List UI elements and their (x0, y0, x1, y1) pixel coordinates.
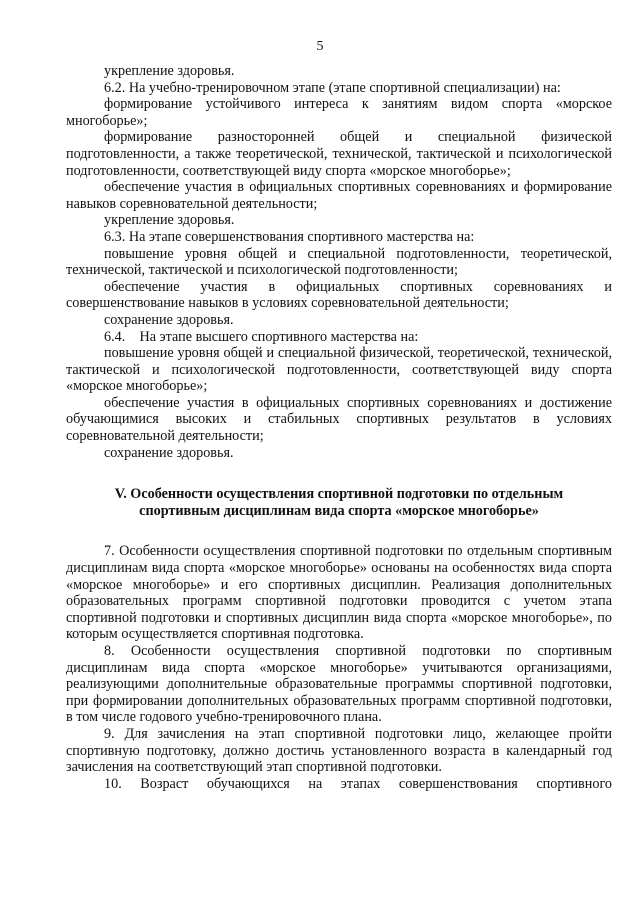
section-vi-tail (66, 63, 612, 461)
paragraph: повышение уровня общей и специальной физической, теоретической, технической, тактической и психологической подготовленности, соответствующей виду спорта «морское многоборье»; (66, 345, 612, 395)
paragraph: обеспечение участия в официальных спортивных соревнованиях и достижение обучающимися высоких и стабильных спортивных результатов в условиях соревновательной деятельности; (66, 394, 612, 445)
document-body (66, 63, 612, 792)
paragraph: 6.3. На этапе совершенствования спортивного мастерства на: (104, 228, 475, 245)
paragraph: 6.2. На учебно-тренировочном этапе (этапе спортивной специализации) на: (104, 79, 561, 96)
page-number: 5 (316, 39, 324, 54)
paragraph: обеспечение участия в официальных спортивных соревнованиях и формирование навыков соревновательной деятельности; (66, 179, 612, 212)
section-heading (66, 486, 612, 519)
paragraph: сохранение здоровья. (104, 444, 234, 461)
section-v-body (66, 543, 612, 792)
paragraph: 8. Особенности осуществления спортивной подготовки по спортивным дисциплинам вида спорта «морское многоборье» учитываются организациями, реализующими дополнительные образовательные программы спортивной подготовки, при формировании дополнительных образовательных программ спортивной подготовки, в том числе годового учебно-тренировочного плана. (66, 643, 612, 726)
paragraph: 10. Возраст обучающихся на этапах совершенствования спортивного (104, 775, 612, 792)
paragraph: формирование разносторонней общей и специальной физической подготовленности, а также теоретической, технической, тактической и психологической подготовленности, соответствующей виду спорта «морское многоборье»; (66, 129, 612, 179)
paragraph: повышение уровня общей и специальной подготовленности, теоретической, технической, тактической и психологической подготовленности; (66, 245, 612, 279)
paragraph: обеспечение участия в официальных спортивных соревнованиях и совершенствование навыков в условиях соревновательной деятельности; (66, 278, 612, 312)
paragraph: укрепление здоровья. (104, 63, 235, 79)
paragraph: 6.4. На этапе высшего спортивного мастерства на: (104, 328, 419, 345)
paragraph: формирование устойчивого интереса к занятиям видом спорта «морское многоборье»; (66, 96, 612, 129)
paragraph: укрепление здоровья. (104, 212, 235, 229)
section-heading-line: спортивным дисциплинам вида спорта «морское многоборье» (139, 502, 539, 519)
section-heading-line: V. Особенности осуществления спортивной подготовки по отдельным (114, 486, 564, 503)
paragraph: сохранение здоровья. (104, 311, 234, 328)
paragraph: 7. Особенности осуществления спортивной подготовки по отдельным спортивным дисциплинам вида спорта «морское многоборье» основаны на особенностях вида спорта «морское многоборье» и его спортивных дисциплин. Реализация дополнительных образовательных программ спортивной подготовки проводится с учетом этапа спортивной подготовки и спортивных дисциплин вида спорта «морское многоборье», по которым осуществляется спортивная подготовка. (66, 543, 612, 643)
paragraph: 9. Для зачисления на этап спортивной подготовки лицо, желающее пройти спортивную подготовку, должно достичь установленного возраста в календарный год зачисления на соответствующий этап спортивной подготовки. (66, 725, 612, 776)
